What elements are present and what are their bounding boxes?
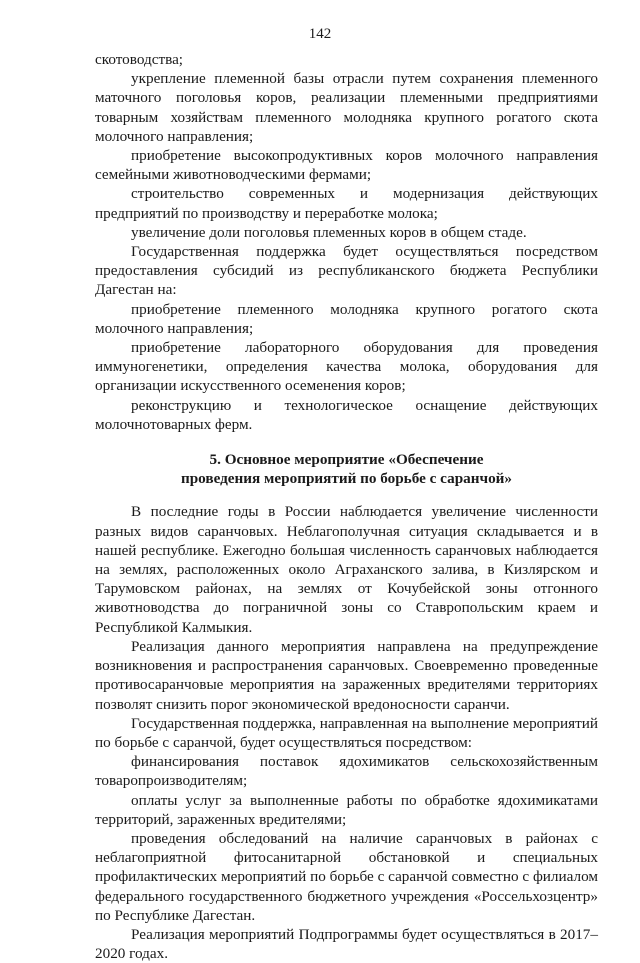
section-heading: [95, 450, 598, 488]
paragraph: оплаты услуг за выполненные работы по обработке ядохимикатами территорий, зараженных вредителями;: [95, 791, 598, 828]
paragraph: строительство современных и модернизация действующих предприятий по производству и переработке молока;: [95, 185, 598, 222]
paragraph: Государственная поддержка будет осуществляться посредством предоставления субсидий из республиканского бюджета Республики Дагестан на:: [95, 243, 598, 299]
paragraph: проведения обследований на наличие саранчовых в районах с неблагоприятной фитосанитарной обстановкой и специальных профилактических мероприятий по борьбе с саранчой совместно с филиалом федерального государственного бюджетного учреждения «Россельхозцентр» по Республике Дагестан.: [95, 829, 598, 924]
text-block-bottom: [95, 502, 598, 963]
paragraph: приобретение лабораторного оборудования для проведения иммуногенетики, определения качества молока, оборудования для организации искусственного осеменения коров;: [95, 339, 598, 395]
page-content: [95, 50, 598, 963]
section-heading-line-1: 5. Основное мероприятие «Обеспечение: [209, 451, 484, 469]
paragraph: увеличение доли поголовья племенных коров в общем стаде.: [131, 223, 527, 241]
paragraph: реконструкцию и технологическое оснащение действующих молочнотоварных ферм.: [95, 396, 598, 433]
section-heading-line-2: проведения мероприятий по борьбе с саранчой»: [180, 470, 513, 488]
paragraph: Государственная поддержка, направленная на выполнение мероприятий по борьбе с саранчой, будет осуществляться посредством:: [95, 714, 598, 751]
paragraph: финансирования поставок ядохимикатов сельскохозяйственным товаропроизводителям;: [95, 753, 598, 790]
paragraph: Реализация мероприятий Подпрограммы будет осуществляться в 2017–2020 годах.: [95, 925, 598, 963]
paragraph: Реализация данного мероприятия направлена на предупреждение возникновения и распространения саранчовых. Своевременно проведенные противосаранчовые мероприятия на зараженных вредителями территориях позволят снизить порог экономической вредоносности саранчи.: [95, 637, 598, 713]
paragraph: приобретение племенного молодняка крупного рогатого скота молочного направления;: [95, 300, 598, 337]
page-number: 142: [308, 26, 332, 42]
paragraph: скотоводства;: [95, 51, 184, 68]
paragraph: приобретение высокопродуктивных коров молочного направления семейными животноводческими фермами;: [95, 147, 598, 184]
text-block-top: [95, 50, 598, 434]
paragraph: В последние годы в России наблюдается увеличение численности разных видов саранчовых. Неблагополучная ситуация складывается и в нашей республике. Ежегодно большая численность саранчовых наблюдается на землях, расположенных около Аграханского залива, в Кизлярском и Тарумовском районах, на землях от Кочубейской зоны отгонного животноводства до пограничной зоны со Ставропольским краем и Республикой Калмыкия.: [95, 503, 598, 636]
paragraph: укрепление племенной базы отрасли путем сохранения племенного маточного поголовья коров, реализации племенными предприятиями товарным хозяйствам племенного молодняка крупного рогатого скота молочного направления;: [95, 70, 598, 145]
